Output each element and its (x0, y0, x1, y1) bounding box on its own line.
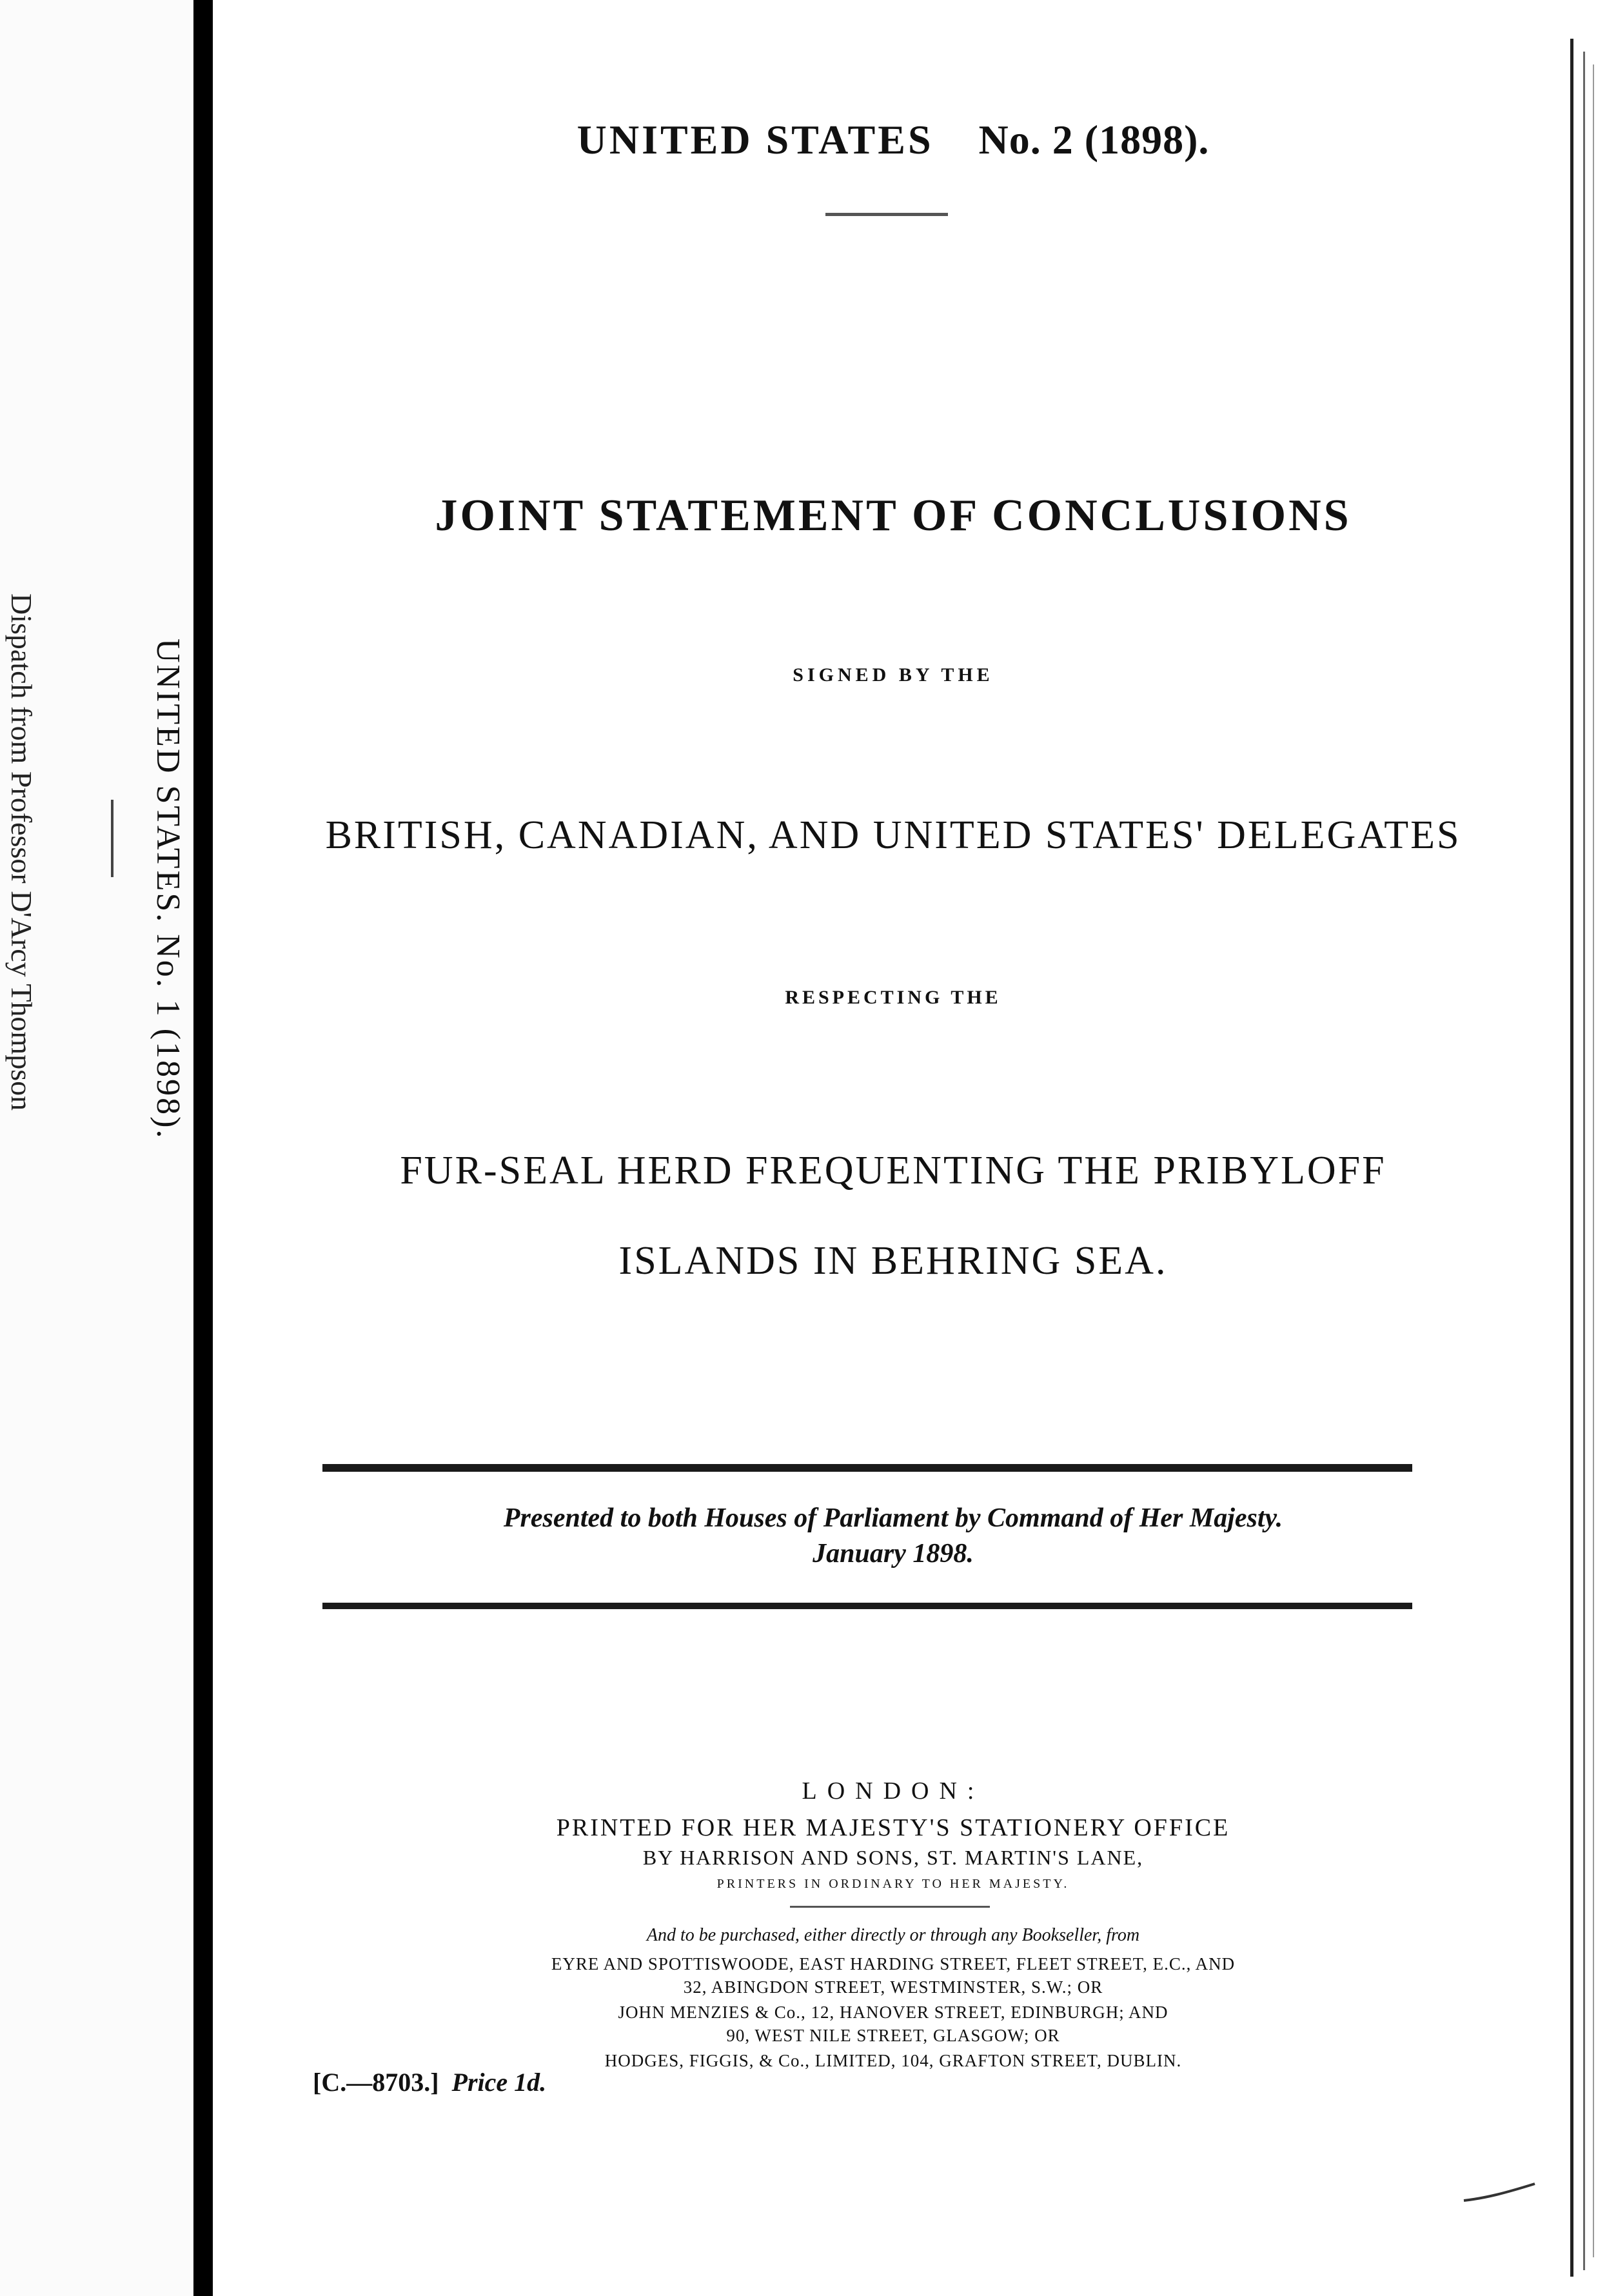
command-number: [C.—8703.] (313, 2068, 439, 2097)
presentation-rule-top (322, 1464, 1412, 1472)
seller-eyre-address: 32, ABINGDON STREET, WESTMINSTER, S.W.; OR (683, 1977, 1103, 1997)
title-page (213, 0, 1573, 2296)
presentation-rule-bottom (322, 1603, 1412, 1609)
imprint-printer-role: PRINTERS IN ORDINARY TO HER MAJESTY. (716, 1877, 1070, 1891)
series-number: No. 2 (1898). (978, 117, 1210, 163)
delegates-line: BRITISH, CANADIAN, AND UNITED STATES' DELEGATES (325, 813, 1461, 857)
series-name: UNITED STATES (577, 117, 934, 163)
seller-menzies: JOHN MENZIES & Co., 12, HANOVER STREET, EDINBURGH; AND (618, 2003, 1168, 2022)
subject-line-1: FUR-SEAL HERD FREQUENTING THE PRIBYLOFF (400, 1149, 1386, 1193)
command-number-line (313, 2067, 546, 2097)
subject-line-2: ISLANDS IN BEHRING SEA. (618, 1239, 1168, 1283)
page-edge (1583, 52, 1585, 2270)
document-title: JOINT STATEMENT OF CONCLUSIONS (435, 491, 1352, 540)
previous-page-strip (0, 0, 193, 2296)
header-rule (825, 213, 948, 216)
imprint-rule (790, 1906, 990, 1908)
seller-hodges: HODGES, FIGGIS, & Co., LIMITED, 104, GRAFTON STREET, DUBLIN. (604, 2051, 1182, 2070)
seller-eyre: EYRE AND SPOTTISWOODE, EAST HARDING STREET, FLEET STREET, E.C., AND (551, 1954, 1236, 1974)
scan-gutter (193, 0, 213, 2296)
spine-cut-text: Dispatch from Professor D'Arcy Thompson (5, 593, 38, 1111)
price: Price 1d. (451, 2068, 547, 2097)
page-edge (1593, 64, 1594, 2257)
series-header (213, 116, 1573, 164)
imprint-printed-for: PRINTED FOR HER MAJESTY'S STATIONERY OFFICE (556, 1814, 1230, 1841)
imprint-printer: BY HARRISON AND SONS, ST. MARTIN'S LANE, (642, 1846, 1144, 1869)
signed-by-line: SIGNED BY THE (793, 664, 994, 686)
spine-volume-title: UNITED STATES. No. 1 (1898). (150, 638, 186, 1140)
pencil-mark-icon (1461, 2180, 1538, 2206)
spine-divider (111, 800, 113, 877)
presentation-date: January 1898. (813, 1539, 974, 1569)
respecting-line: RESPECTING THE (785, 987, 1001, 1008)
imprint-city: LONDON: (802, 1777, 985, 1805)
presented-line: Presented to both Houses of Parliament by Command of Her Majesty. (503, 1503, 1283, 1533)
sellers-intro: And to be purchased, either directly or through any Bookseller, from (646, 1925, 1140, 1945)
seller-menzies-address: 90, WEST NILE STREET, GLASGOW; OR (726, 2026, 1060, 2045)
